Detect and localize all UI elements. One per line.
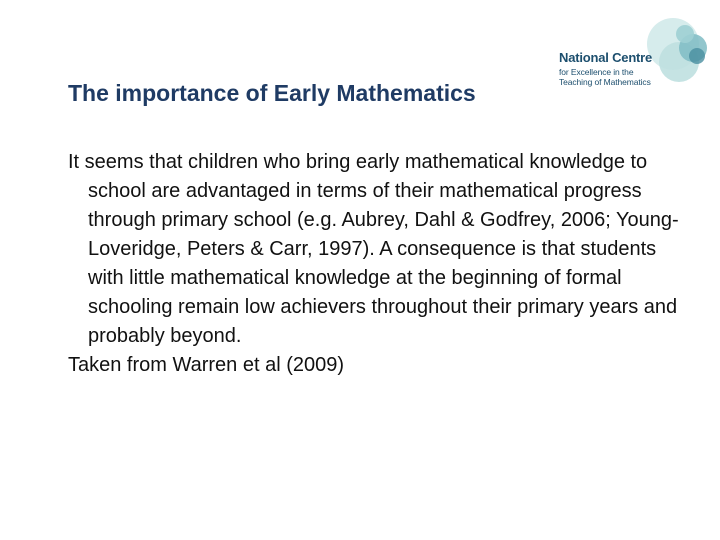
body-paragraph: It seems that children who bring early mathematical knowledge to school are advantaged in terms of their mathematical progress through primary school (e.g. Aubrey, Dahl & Godfrey, 2006; Young-Loveridge, Peters & Carr, 1997). A consequence is that students with little mathematical knowledge at the beginning of formal schooling remain low achievers throughout their primary years and probably beyond. [68, 151, 679, 347]
logo-subtitle-line1: for Excellence in the [559, 67, 634, 77]
logo-title: National Centre [559, 50, 653, 65]
ncetm-logo [555, 14, 715, 94]
source-citation: Taken from Warren et al (2009) [68, 354, 345, 376]
logo-subtitle-line2: Teaching of Mathematics [559, 77, 651, 87]
slide-body [68, 148, 688, 380]
slide-title: The importance of Early Mathematics [68, 80, 476, 106]
